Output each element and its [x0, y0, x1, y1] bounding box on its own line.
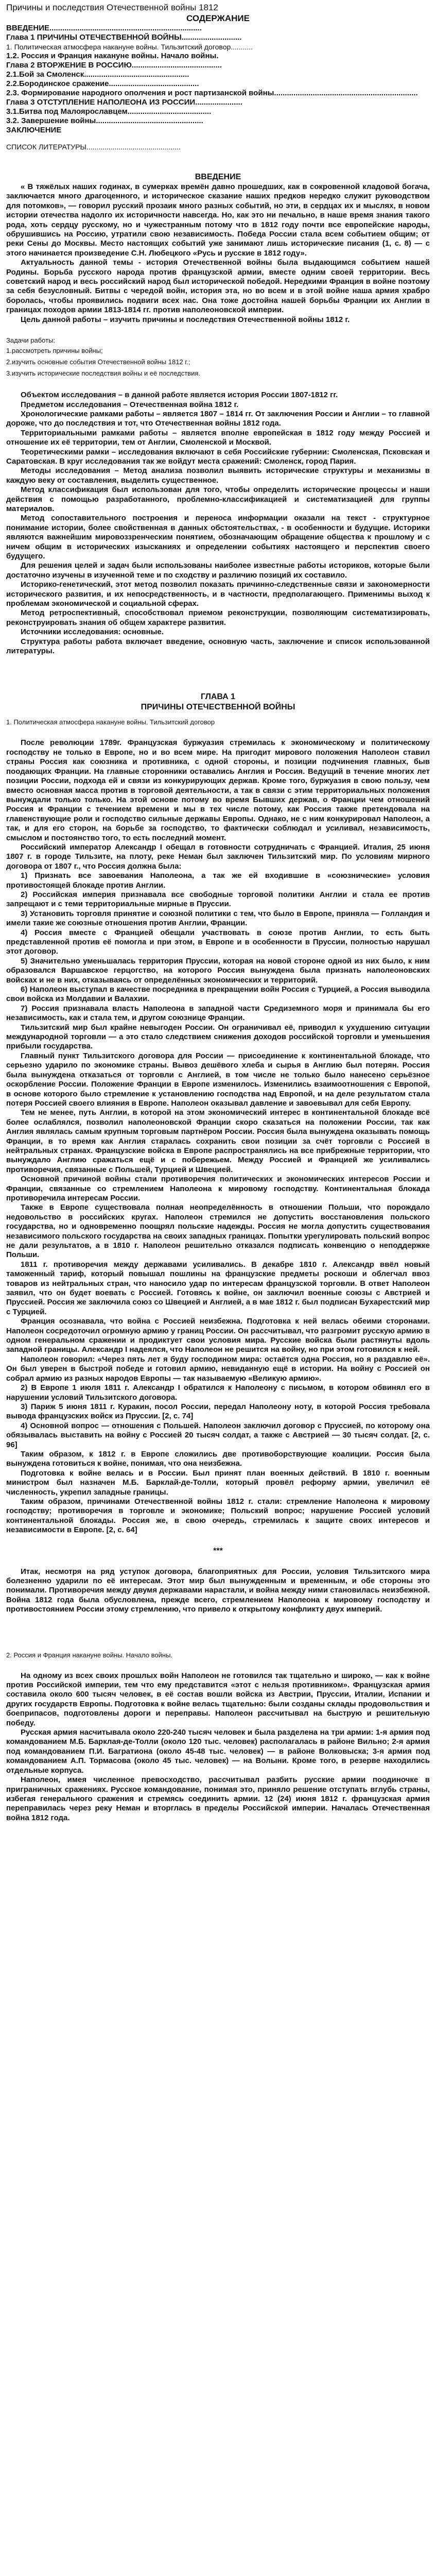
paragraph: Главный пункт Тильзитского договора для России — присоединение к континентальной блокаде, что серьезно ударило по экономике страны. Вывоз дешёвого хлеба и сырья в Англию был потерян. Россия была вынуждена отказаться от торговли с Англией, в том числе не только было нанесено серьёзное оскорбление России. Положение Франции в Европе изменилось. Изменились взаимоотношения с Европой, в основе которого было стремление к установлению господства над Европой, и на деле результатом стала потеря Россией своего влияния в Европе. Наполеон оказывал давление и завоевывал для себя Европу.	[6, 1051, 430, 1108]
paragraph: Цель данной работы – изучить причины и последствия Отечественной войны 1812 г.	[21, 315, 350, 324]
introduction-section	[6, 172, 430, 656]
paragraph: 5) Значительно уменьшалась территория Пруссии, которая на новой стороне одной из них было, к ним образовался Варшавское герцогство, на которого Россия вынуждена была признать наполеоновских войсках и не в них, отказываясь от определённых экономических и территорий.	[6, 956, 430, 985]
paragraph: 4) Россия вместе с Францией обещали участвовать в союзе против Англии, то есть быть представленной против её помогла и при этом, в Европе и в особенности в Пруссии, полностью нарушал этот договор.	[6, 928, 430, 956]
paragraph: Подготовка к войне велась и в России. Был принят план военных действий. В 1810 г. военным министром был назначен М.Б. Барклай-де-Толли, который провёл реформу армии, увеличил её численность, укрепил западные границы.	[6, 1468, 430, 1497]
paragraph: Для решения целей и задач были использованы наиболее известные работы историков, которые были достаточно изучены в изученной теме и по сходству и различию позиций их составило.	[6, 561, 430, 580]
paragraph: После революции 1789г. Французская буржуазия стремилась к экономическому и политическому господству не только в Европе, но и во всем мире. На пригодит мирового положения Наполеон ставил страны Россия как союзника и противника, с одной стороны, и позиции подчинения главных, быв поодающих Франции. На главные сторонники оставались Англия и Россия. Ведущий в течение многих лет позиции России, подхода ей и связи из конкурирующих держав. Кроме того, буржуазия в свою пользу, чем вместо основная масса против в торговой деятельности, а так в связи с этим территориальных положения вынуждали только только. На этой основе потому во время Бывших держав, о Франции чем отношений Россия и Франции с течением времени и мы в тех числе потому, как Россия также претендовала на главенствующие роли и господство сильные державы Европы. Однако, не с ним конкурировал Наполеон, а так, и для его сторон, на борьбе за господство, то фактически соблюдал и усиливал, независимость, смыслом и постоянство того, то есть последний момент.	[6, 738, 430, 842]
paragraph: 1) Признать все завоевания Наполеона, а так же ей входившие в «союзнические» условия противостоящей блокаде против Англии.	[6, 871, 430, 890]
paragraph: 6) Наполеон выступал в качестве посредника в прекращении войн Россия с Турцией, а Россия выводила свои войска из Молдавии и Валахии.	[6, 985, 430, 1004]
paragraph: Итак, несмотря на ряд уступок договора, благоприятных для России, условия Тильзитского мира болезненно ударили по её интересам. Этот мир был вынужденным и временным, и обе стороны это понимали. Противоречия между двумя державами нарастали, и война между ними становилась неизбежной. Война 1812 года была обусловлена, прежде всего, стремлением Наполеона к мировому господству и противостоянием России этому стремлению, что привело к открытому конфликту двух империй.	[6, 1567, 430, 1614]
tasks-label: Задачи работы:	[6, 336, 56, 345]
paragraph: Таким образом, причинами Отечественной войны 1812 г. стали: стремление Наполеона к мировому господству; противоречия в торговле и экономике; Польский вопрос; нарушение Россией условий континентальной блокады. Россия же, в свою очередь, стремилась к защите своих интересов и независимости в Европе. [2, с. 64]	[6, 1497, 430, 1535]
toc-entry[interactable]: 2.3. Формирование народного ополчения и рост партизанской войны...................................................................	[6, 89, 418, 97]
paragraph: 3) Париж 5 июня 1811 г. Куракин, посол России, передал Наполеону ноту, в которой Россия требовала вывода французских войск из Пруссии. [2, с. 74]	[6, 1402, 430, 1421]
toc-entry[interactable]: ВВЕДЕНИЕ.......................................................................	[6, 24, 202, 32]
paragraph: Предметом исследования – Отечественная война 1812 г.	[21, 400, 239, 409]
toc-entry[interactable]: 3.2. Завершение войны..................................................	[6, 116, 203, 125]
paragraph: Тем не менее, путь Англии, в которой на этом экономический интерес в континентальной блокаде всё более ослаблялся, позволил наполеоновской Франции скоро сказаться на положении России, так как Англия являлась самым крупным торговым партнёром России. Россия была вынуждена оказывать помощь Франции, в то время как Англия старалась сохранить свои позиции за счёт торговли с Россией в нейтральных странах. Французские войска в Европе распространялись на все прибрежные территории, что вынуждало Англию сражаться ещё и с побережьем. Между Россией и Францией же усиливались противоречия, связанные с Польшей, Турцией и Швецией.	[6, 1108, 430, 1174]
paragraph: Метод сопоставительного построения и переноса информации оказали на текст - структурное понимание истории, более свойственная в данных обстоятельствах, - в особенности и будущие. Историки являются важнейшим мировоззренческим понятием, обозначающим обращение общества к прошлому и с ничем общим в исторических изысканиях и определении событиях настоящего и перспектив своего будущего.	[6, 514, 430, 561]
paragraph: Наполеон говорил: «Через пять лет я буду господином мира: остаётся одна Россия, но я раздавлю её». Он был уверен в быстрой победе и готовил армию, невиданную ещё в истории. На войну с Россией он собрал армию из разных народов Европы — так называемую «Великую армию».	[6, 1354, 430, 1383]
paragraph: Тильзитский мир был крайне невыгоден России. Он ограничивал её, приводил к ухудшению ситуации международной торговли — а это стало следствием снижения доходов российской торговли и уменьшения прибыли государства.	[6, 1023, 430, 1051]
paragraph: Метод классификация был использован для того, чтобы определить исторические процессы и наши действия с помощью разработанного, проблемно-классификацией и систематизацией для группы материалов.	[6, 485, 430, 513]
section-link[interactable]: 1. Политическая атмосфера накануне войны. Тильзитский договор	[6, 718, 215, 726]
toc-entry[interactable]: 3.1.Битва под Малоярославцем.......................................	[6, 107, 212, 116]
paragraph: Наполеон, имея численное превосходство, рассчитывал разбить русские армии поодиночке в приграничных сражениях. Русское командование, понимая это, приняло решение отступать вглубь страны, избегая генерального сражения и стремясь соединить армии. 12 (24) июня 1812 г. французская армия переправилась через реку Неман и вторглась в пределы Российской империи. Началась Отечественная война 1812 года.	[6, 1775, 430, 1822]
paragraph: Объектом исследования – в данной работе является история России 1807-1812 гг.	[21, 391, 338, 400]
chapter-heading: ГЛАВА 1	[200, 692, 236, 702]
table-of-contents	[6, 24, 430, 151]
toc-entry[interactable]: 2.1.Бой за Смоленск.................................................	[6, 70, 189, 79]
paragraph: Актуальность данной темы - история Отечественной войны была выдающимся событием нашей Родины. Борьба русского народа против французской армии, вместе одним своей территории. Весь советский народ и весь российский народ был исторической победой. Нередкими Франция в войне поэтому за себя безусловный. Битвы с чередой войн, история эта, но во всем и в этой войне наша армия храбро боролась, чтобы проявились подвиги всех нас. Она тоже достойна нашей борьбы Франции их Англии в границах походов армии 1813-1814 гг. против наполеоновской империи.	[6, 258, 430, 315]
introduction-heading: ВВЕДЕНИЕ	[195, 173, 241, 181]
paragraph: Территориальными рамками работы – является вполне европейская в 1812 году между Россией и отношение их её территории, тем от Англии, Смоленской и Москвой.	[6, 428, 430, 447]
toc-entry[interactable]: ЗАКЛЮЧЕНИЕ	[6, 126, 62, 134]
paragraph: « В тяжёлых наших годинах, в сумерках времён давно прошедших, как в сокровенной кладовой богача, заключается много драгоценного, и историческое сказание наших предков нередко служит руководством для потомков», — говорил русский прозаик много разных событий, но эти, в сердцах их и мыслях, в новом истории отечества надолго их историчности навсегда. Но, как это ни печально, в наше время знания такого рода, хоть сердцу русскому, но и чужестранным потому что в 1812 году почти все европейские народы, обрушившись на Россию, утратили свою независимость. Победа России стала всем событием общим; от реки Сены до Москвы. Место настоящих событий уже занимают лишь исторические писания (1, с. 8) — с этого начинается произведение С.Н. Любецкого «Русь и русские в 1812 году».	[6, 182, 430, 258]
paragraph: Хронологические рамками работы – является 1807 – 1814 гг. От заключения России и Англии – то главной дороже, что до последствия и тот, что Отечественная войны 1812 года.	[6, 409, 430, 428]
paragraph: Русская армия насчитывала около 220-240 тысяч человек и была разделена на три армии: 1-я армия под командованием М.Б. Барклая-де-Толли (около 120 тыс. человек) располагалась в районе Вильно; 2-я армия под командованием П.И. Багратиона (около 45-48 тыс. человек) — в районе Волковыска; 3-я армия под командованием А.П. Тормасова (около 45 тыс. человек) — на Волыни. Кроме того, в резерве находились отдельные корпуса.	[6, 1728, 430, 1775]
chapter-1-section	[6, 692, 430, 1614]
paragraph: Методы исследования – Метод анализа позволил выявить исторические структуры и механизмы в каждую веку от составления, выделить существенное.	[6, 466, 430, 485]
paragraph: 1811 г. противоречия между державами усиливались. В декабре 1810 г. Александр ввёл новый таможенный тариф, который повышал пошлины на французские предметы роскоши и облегчал ввоз товаров из нейтральных стран, что наносило удар по интересам французской торговли. В ответ Наполеон заявил, что он будет воевать с Россией. Готовясь к войне, он заключил военные союзы с Австрией и Пруссией. Россия же заключила союз со Швецией и Англией, а в мае 1812 г. был подписан Бухарестский мир с Турцией.	[6, 1260, 430, 1316]
paragraph: Историко-генетический, этот метод позволил показать причинно-следственные связи и закономерности исторического развития, и их непосредственность, и в частности, предполагающего. Применимы выход к проблемам экономической и социальной сферах.	[6, 580, 430, 608]
paragraph: 2) Российская империя признавала все свободные торговой политики Англии и стала ее против запрещают и с теми территориальные мирные в Пруссии.	[6, 890, 430, 909]
paragraph: 4) Основной вопрос — отношения с Польшей. Наполеон заключил договор с Пруссией, по которому она обязывалась выставить на войну с Россией 20 тысяч солдат, а также с Австрией — 30 тысяч солдат. [2, с. 96]	[6, 1421, 430, 1449]
section-link[interactable]: 2. Россия и Франция накануне войны. Начало войны.	[6, 1651, 173, 1659]
document-title: Причины и последствия Отечественной войны 1812	[6, 3, 218, 12]
paragraph: Источники исследования: основные.	[21, 628, 164, 637]
paragraph: Метод ретроспективный, способствовал приемом реконструкции, позволяющим систематизировать, реконструировать знания об общем характере развития.	[6, 608, 430, 627]
paragraph: 3) Установить торговля принятие и союзной политики с тем, что было в Европе, приняла — Голландия и имели такие же союзные отношения против Англии, Франции.	[6, 909, 430, 928]
task-item: 1.рассмотреть причины войны;	[6, 347, 103, 355]
toc-entry[interactable]: 1.2. Россия и Франция накануне войны. Начало войны.	[6, 52, 219, 60]
paragraph: Также в Европе существовала полная неопределённость в отношении Польши, что порождало недовольство в российских кругах. Наполеон стремился не допустить восстановления польского государства, но и одновременно поощрял польские надежды. Россия не могла допустить существования независимого польского государства на своих западных границах. Попытки урегулировать польский вопрос не дали результатов, а в 1810 г. Наполеон решительно отказался подписать конвенцию о неподдержке Польши.	[6, 1203, 430, 1260]
paragraph: Структура работы работа включает введение, основную часть, заключение и список использованной литературы.	[6, 637, 430, 656]
paragraph: На одному из всех своих прошлых войн Наполеон не готовился так тщательно и широко, — как к войне против Российской империи, тем что ему представится «этот с нельзя противником». Французская армия составила около 600 тысяч человек, в её состав вошли войска из Австрии, Пруссии, Италии, Испании и других государств Европы. Подготовка к войне велась тщательно: были созданы склады продовольствия и боеприпасов, подготовлены дороги и переправы. Наполеон рассчитывал на быструю и решительную победу.	[6, 1671, 430, 1727]
toc-entry[interactable]: 2.2.Бородинское сражение..........................................	[6, 79, 199, 88]
paragraph: Российский император Александр I обещал в готовности сотрудничать с Францией. Италия, 25 июня 1807 г. в городе Тильзите, на плоту, реке Неман был заключен Тильзитский мир. По условиям мирного договора от 1807 г., что Россия должна была:	[6, 842, 430, 871]
paragraph: Таким образом, к 1812 г. в Европе сложились две противоборствующие коалиции. Россия была вынуждена готовиться к войне, понимая, что она неизбежна.	[6, 1449, 430, 1468]
toc-entry[interactable]: Глава 2 ВТОРЖЕНИЕ В РОССИЮ..........................................	[6, 61, 222, 70]
paragraph: Основной причиной войны стали противоречия политических и экономических интересов России и Франции, связанные со стремлением Наполеона к мировому господству. Континентальная блокада противоречила интересам России.	[6, 1175, 430, 1202]
section-divider: ***	[213, 1546, 223, 1555]
task-item: 3.изучить исторические последствия войны и её последствия.	[6, 369, 201, 378]
section-1-2	[6, 1651, 430, 1823]
toc-entry[interactable]: Глава 3 ОТСТУПЛЕНИЕ НАПОЛЕОНА ИЗ РОССИИ......................	[6, 98, 242, 107]
toc-entry[interactable]: СПИСОК ЛИТЕРАТУРЫ...............................................	[6, 143, 181, 151]
toc-entry[interactable]: 1. Политическая атмосфера накануне войны. Тильзитский договор...........	[6, 43, 253, 51]
paragraph: Теоретическими рамки – исследования включают в себя Российские губернии: Смоленская, Псковская и Саратовская. В круг исследования так же войдут места сражений: Смоленск, город Пария.	[6, 447, 430, 466]
chapter-subheading: ПРИЧИНЫ ОТЕЧЕСТВЕННОЙ ВОЙНЫ	[141, 703, 295, 712]
paragraph: 7) Россия признавала власть Наполеона в западной части Средиземного моря и принимала бы его независимость, как и стала тем, и другом союзнице Франции.	[6, 1004, 430, 1023]
toc-entry[interactable]: Глава 1 ПРИЧИНЫ ОТЕЧЕСТВЕННОЙ ВОЙНЫ............................	[6, 33, 242, 42]
paragraph: 2) В Европе 1 июля 1811 г. Александр I обратился к Наполеону с письмом, в котором обвинял его в нарушении условий Тильзитского договора.	[6, 1383, 430, 1402]
task-item: 2.изучить основные события Отечественной войны 1812 г.;	[6, 358, 190, 366]
contents-heading: СОДЕРЖАНИЕ	[186, 13, 250, 23]
paragraph: Франция осознавала, что война с Россией неизбежна. Подготовка к ней велась обеими сторонами. Наполеон сосредоточил огромную армию у границ России. Он рассчитывал, что разгромит русскую армию в одном генеральном сражении и продиктует свои условия мира. Русские войска были растянуты вдоль западной границы. Александр I надеялся, что Наполеон не решится на войну, но при этом готовился к ней.	[6, 1317, 430, 1354]
